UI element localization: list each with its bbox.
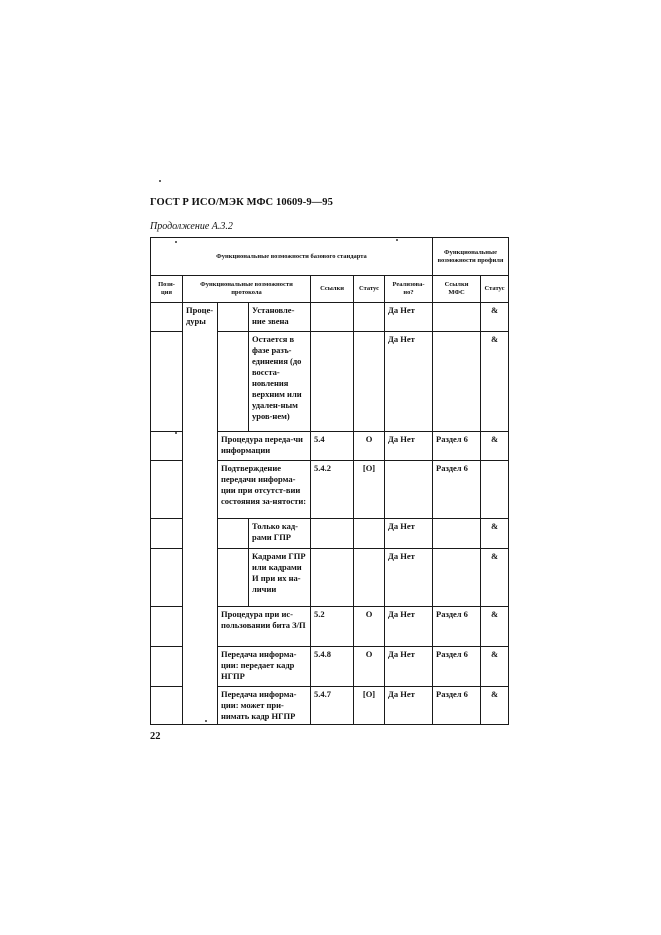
table-row [151,432,509,461]
capability-text: Процедура переда-чи информации [218,432,311,461]
capability-text: Подтверждение передачи информа-ции при отсутст-вии состояния за-нятости: [218,461,311,519]
indent-cell [218,332,249,432]
capability-text: Процедура при ис-пользовании бита З/П [218,607,311,647]
capability-text: Передача информа-ции: передает кадр НГПР [218,647,311,687]
position-cell [151,687,183,725]
status-cell: О [354,647,385,687]
capability-text: Передача информа-ции: может при-нимать кадр НГПР [218,687,311,725]
position-cell [151,647,183,687]
implemented-cell: Да Нет [385,519,433,549]
procedures-group-continuation [183,432,218,725]
ref-cell: 5.4.7 [311,687,354,725]
position-cell [151,332,183,432]
status-cell [354,549,385,607]
status-cell [354,519,385,549]
position-cell [151,549,183,607]
profile-status-cell: & [481,647,509,687]
position-cell [151,519,183,549]
mfs-ref-cell [433,549,481,607]
page-number: 22 [150,731,161,742]
status-cell: О [354,432,385,461]
profile-status-cell: & [481,607,509,647]
implemented-cell [385,461,433,519]
position-cell [151,432,183,461]
ref-cell: 5.4 [311,432,354,461]
implemented-cell: Да Нет [385,332,433,432]
col-refs: Ссылки [311,276,354,303]
status-cell: О [354,607,385,647]
implemented-cell: Да Нет [385,607,433,647]
profile-status-cell: & [481,687,509,725]
table-row [151,303,509,332]
ref-cell [311,332,354,432]
col-profile-status: Статус [481,276,509,303]
status-cell: [О] [354,461,385,519]
mfs-ref-cell [433,519,481,549]
capability-text: Установле-ние звена [249,303,311,332]
position-cell [151,461,183,519]
header-row-groups [151,238,509,276]
indent-cell [218,549,249,607]
status-cell [354,303,385,332]
document-header: ГОСТ Р ИСО/МЭК МФС 10609-9—95 [150,197,333,208]
profile-status-cell: & [481,549,509,607]
status-cell [354,332,385,432]
group-base-standard: Функциональные возможности базового стандарта [151,238,433,276]
ref-cell: 5.2 [311,607,354,647]
position-cell [151,607,183,647]
profile-status-cell: & [481,432,509,461]
group-profile: Функциональные возможности профиля [433,238,509,276]
profile-status-cell [481,461,509,519]
scan-speck [159,180,161,182]
col-position: Пози-ция [151,276,183,303]
ref-cell: 5.4.8 [311,647,354,687]
implemented-cell: Да Нет [385,647,433,687]
mfs-ref-cell: Раздел 6 [433,432,481,461]
mfs-ref-cell [433,332,481,432]
profile-status-cell: & [481,519,509,549]
col-capabilities: Функциональные возможности протокола [183,276,311,303]
implemented-cell: Да Нет [385,303,433,332]
ref-cell [311,303,354,332]
header-row-columns [151,276,509,303]
capability-text: Остается в фазе разъ-единения (до восста-новления верхним или удален-ным уров-нем) [249,332,311,432]
status-cell: [О] [354,687,385,725]
implemented-cell: Да Нет [385,432,433,461]
mfs-ref-cell: Раздел 6 [433,647,481,687]
continuation-heading: Продолжение А.3.2 [150,221,233,232]
mfs-ref-cell: Раздел 6 [433,461,481,519]
mfs-ref-cell: Раздел 6 [433,607,481,647]
capability-text: Только кад-рами ГПР [249,519,311,549]
mfs-ref-cell: Раздел 6 [433,687,481,725]
col-mfs-refs: Ссылки МФС [433,276,481,303]
mfs-ref-cell [433,303,481,332]
capabilities-table [150,237,509,725]
position-cell [151,303,183,332]
procedures-group-label: Проце-дуры [183,303,218,432]
implemented-cell: Да Нет [385,549,433,607]
indent-cell [218,303,249,332]
capability-text: Кадрами ГПР или кадрами И при их на-личии [249,549,311,607]
ref-cell [311,519,354,549]
indent-cell [218,519,249,549]
col-implemented: Реализова-но? [385,276,433,303]
ref-cell [311,549,354,607]
profile-status-cell: & [481,332,509,432]
col-status: Статус [354,276,385,303]
implemented-cell: Да Нет [385,687,433,725]
ref-cell: 5.4.2 [311,461,354,519]
profile-status-cell: & [481,303,509,332]
